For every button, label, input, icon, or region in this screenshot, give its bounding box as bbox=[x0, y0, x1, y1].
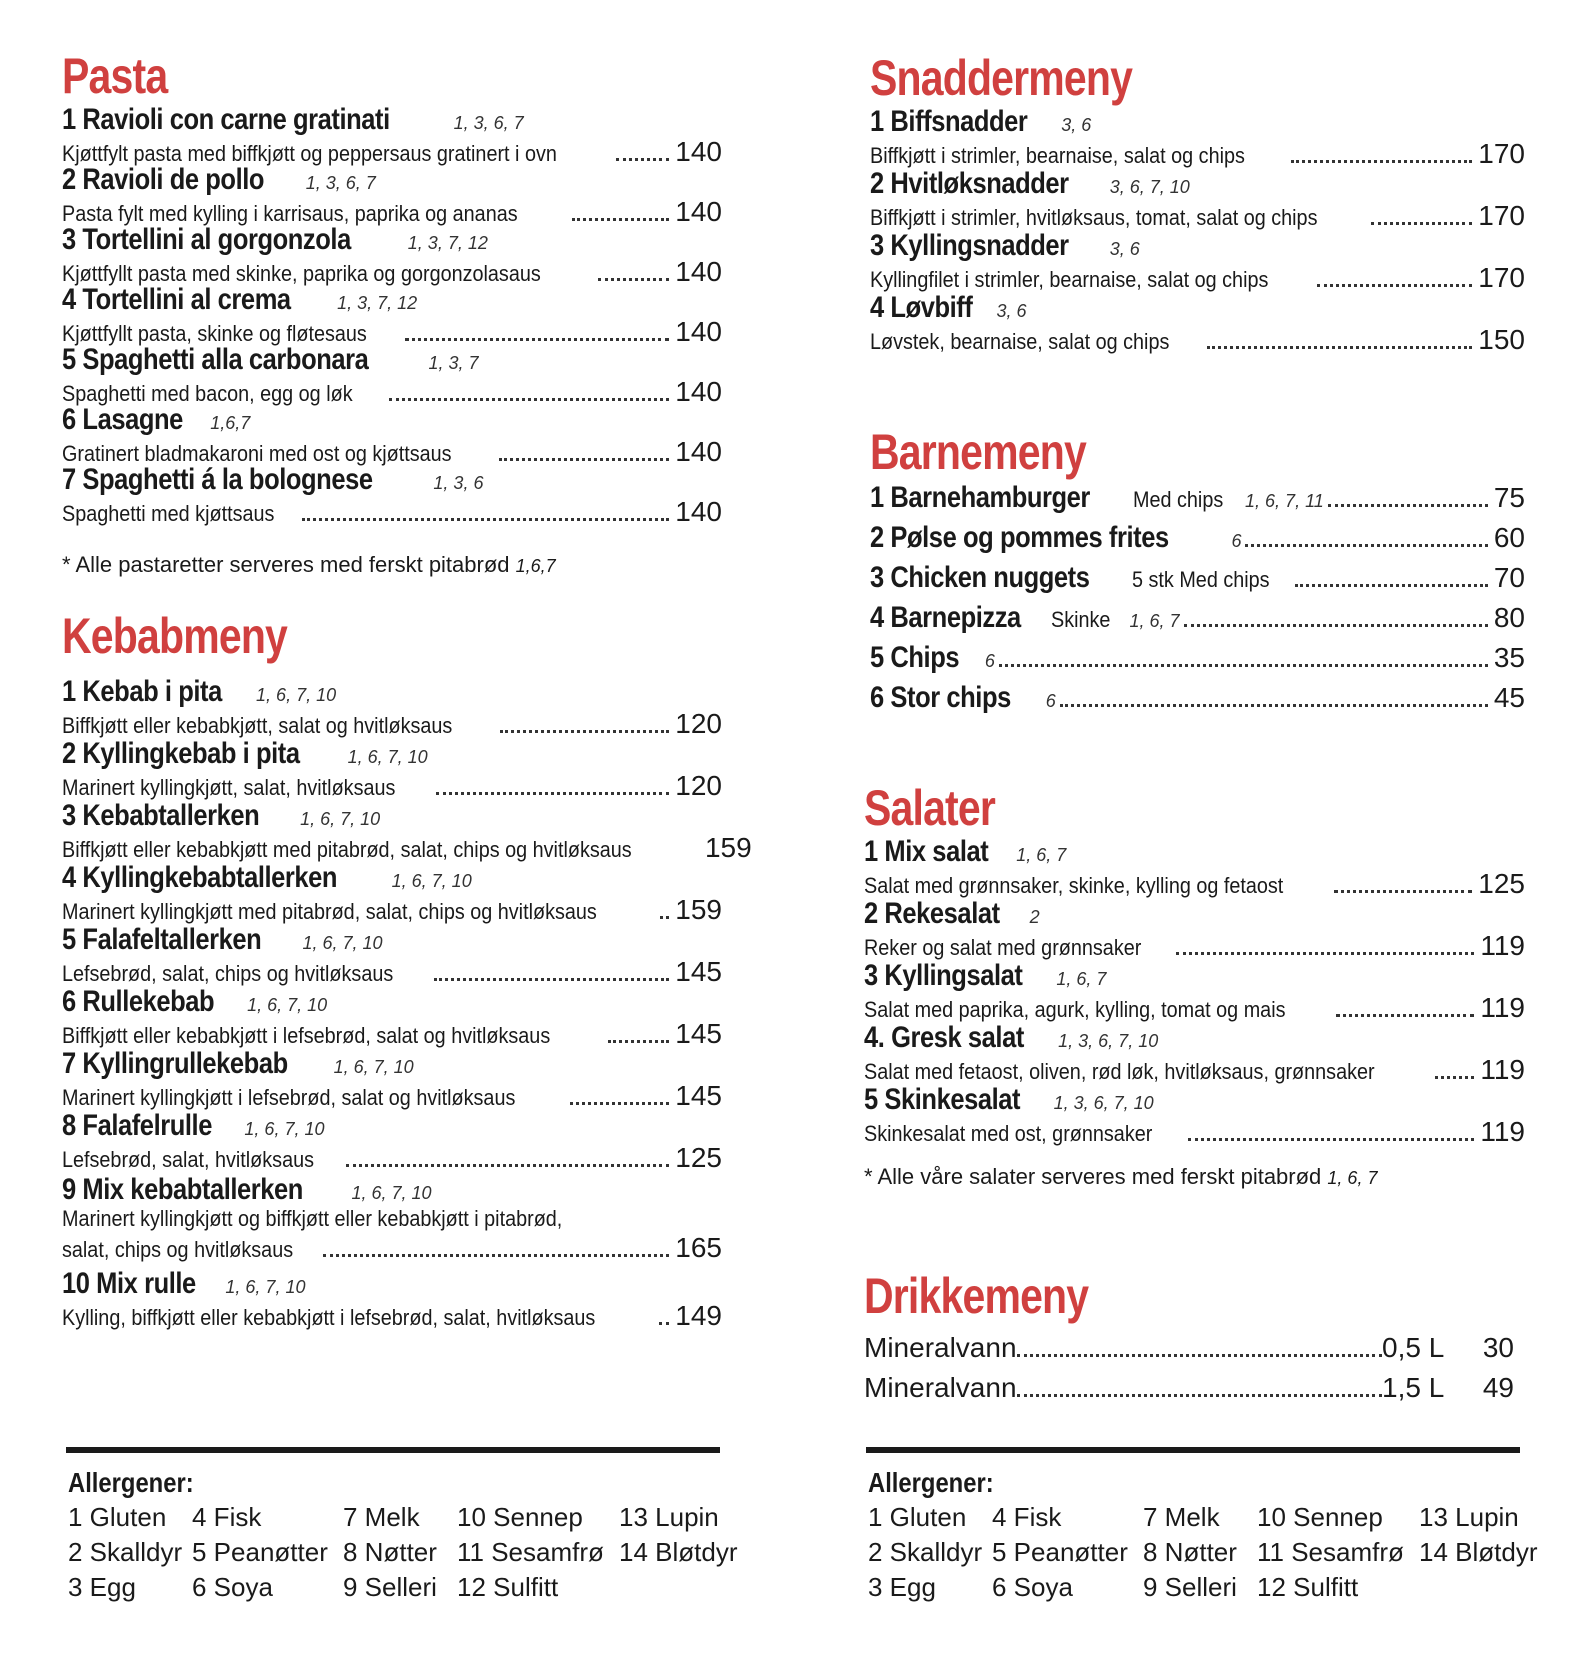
item-name: 4 Tortellini al crema bbox=[62, 283, 291, 316]
item-price: 170 bbox=[1478, 138, 1525, 169]
divider bbox=[66, 1447, 720, 1453]
section-title: Salater bbox=[864, 780, 996, 836]
description-line bbox=[62, 1018, 722, 1050]
menu-item bbox=[870, 522, 1525, 562]
leader-dots bbox=[1334, 890, 1472, 893]
item-name: 7 Spaghetti á la bolognese bbox=[62, 463, 373, 496]
item-head bbox=[870, 168, 1525, 200]
menu-item bbox=[62, 104, 722, 168]
item-head bbox=[864, 1022, 1525, 1054]
item-price: 145 bbox=[675, 1018, 722, 1049]
note-allergens: 1,6,7 bbox=[515, 556, 556, 576]
menu-item bbox=[864, 960, 1525, 1024]
item-allergens: 1, 6, 7, 10 bbox=[247, 995, 328, 1015]
drink-item bbox=[864, 1372, 1514, 1412]
menu-item bbox=[62, 224, 722, 288]
menu-item bbox=[62, 1174, 722, 1262]
leader-dots bbox=[346, 1164, 669, 1167]
item-name: 5 Falafeltallerken bbox=[62, 923, 262, 956]
leader-dots bbox=[500, 730, 670, 733]
leader-dots bbox=[405, 338, 670, 341]
description-line bbox=[864, 930, 1525, 962]
item-price: 170 bbox=[1478, 200, 1525, 231]
item-price: 35 bbox=[1493, 642, 1525, 673]
item-allergens: 1, 6, 7, 11 bbox=[1245, 491, 1324, 511]
description-line bbox=[62, 956, 722, 988]
leader-dots bbox=[1295, 584, 1488, 587]
item-allergens: 6 bbox=[1231, 531, 1242, 551]
description-line bbox=[870, 200, 1525, 232]
item-name: 3 Chicken nuggets bbox=[870, 561, 1090, 594]
menu-item bbox=[864, 836, 1525, 900]
menu-item bbox=[870, 168, 1525, 232]
menu-item bbox=[870, 642, 1525, 682]
item-name: 1 Biffsnadder bbox=[870, 105, 1028, 138]
leader-dots bbox=[1207, 346, 1473, 349]
item-head bbox=[864, 1084, 1525, 1116]
item-allergens: 1, 3, 7 bbox=[428, 353, 479, 373]
menu-item bbox=[62, 1110, 722, 1174]
drink-volume: 1,5 L bbox=[1382, 1372, 1445, 1403]
item-name: 5 Skinkesalat bbox=[864, 1083, 1021, 1116]
item-head bbox=[62, 924, 722, 956]
item-allergens: 1, 6, 7, 10 bbox=[391, 871, 472, 891]
menu-item bbox=[62, 164, 722, 228]
item-allergens: 6 bbox=[1045, 691, 1056, 711]
item-name: 6 Stor chips bbox=[870, 681, 1011, 714]
allergen-item: 11 Sesamfrø bbox=[1257, 1537, 1404, 1567]
item-allergens: 1, 6, 7, 10 bbox=[244, 1119, 325, 1139]
leader-dots bbox=[570, 1102, 670, 1105]
allergen-title: Allergener: bbox=[68, 1467, 194, 1498]
item-head bbox=[62, 800, 722, 832]
menu-item bbox=[870, 230, 1525, 294]
item-allergens: 6 bbox=[984, 651, 995, 671]
item-description: Marinert kyllingkjøtt og biffkjøtt eller kebabkjøtt i pitabrød, bbox=[62, 1206, 563, 1231]
menu-item bbox=[62, 344, 722, 408]
allergen-item: 8 Nøtter bbox=[1143, 1537, 1237, 1567]
menu-item bbox=[62, 862, 722, 926]
item-name: 5 Spaghetti alla carbonara bbox=[62, 343, 369, 376]
leader-dots bbox=[660, 916, 669, 919]
item-description: salat, chips og hvitløksaus bbox=[62, 1237, 294, 1262]
item-head bbox=[864, 960, 1525, 992]
barne-section bbox=[870, 424, 1525, 722]
item-name: 2 Kyllingkebab i pita bbox=[62, 737, 300, 770]
pasta-section bbox=[62, 48, 722, 581]
description-line bbox=[62, 832, 752, 864]
item-price: 45 bbox=[1493, 682, 1525, 713]
item-name: 5 Chips bbox=[870, 641, 960, 674]
menu-item bbox=[864, 898, 1525, 962]
allergen-legend bbox=[68, 1466, 738, 1610]
item-allergens: 1, 6, 7, 10 bbox=[347, 747, 428, 767]
allergen-item: 4 Fisk bbox=[192, 1502, 262, 1532]
drink-name: Mineralvann bbox=[864, 1372, 1017, 1403]
menu-item bbox=[62, 1268, 722, 1332]
allergen-item: 3 Egg bbox=[68, 1572, 136, 1602]
item-head bbox=[62, 862, 722, 894]
item-price: 140 bbox=[675, 436, 722, 467]
section-title: Pasta bbox=[62, 48, 168, 104]
leader-dots bbox=[1017, 1354, 1382, 1357]
item-name: 3 Kyllingsnadder bbox=[870, 229, 1069, 262]
item-description: Kjøttfyllt pasta med skinke, paprika og gorgonzolasaus bbox=[62, 261, 541, 286]
leader-dots bbox=[1435, 1076, 1474, 1079]
menu-item bbox=[870, 106, 1525, 170]
item-price: 145 bbox=[675, 1080, 722, 1111]
item-head bbox=[864, 898, 1525, 930]
drink-item bbox=[864, 1332, 1514, 1372]
item-head bbox=[870, 106, 1525, 138]
item-price: 149 bbox=[675, 1300, 722, 1331]
item-name: 2 Rekesalat bbox=[864, 897, 1000, 930]
item-description: Kyllingfilet i strimler, bearnaise, salat og chips bbox=[870, 267, 1269, 292]
menu-item bbox=[870, 682, 1525, 722]
item-description: Spaghetti med bacon, egg og løk bbox=[62, 381, 353, 406]
leader-dots bbox=[1017, 1394, 1382, 1397]
description-line bbox=[62, 1080, 722, 1112]
divider bbox=[866, 1447, 1520, 1453]
snadder-section bbox=[870, 50, 1525, 356]
item-price: 140 bbox=[675, 496, 722, 527]
item-price: 150 bbox=[1478, 324, 1525, 355]
item-price: 140 bbox=[675, 196, 722, 227]
item-name: 1 Ravioli con carne gratinati bbox=[62, 103, 390, 136]
allergen-item: 8 Nøtter bbox=[343, 1537, 437, 1567]
item-description: Marinert kyllingkjøtt i lefsebrød, salat og hvitløksaus bbox=[62, 1085, 516, 1110]
description-line bbox=[62, 1142, 722, 1174]
item-name: 6 Rullekebab bbox=[62, 985, 215, 1018]
allergen-item: 2 Skalldyr bbox=[868, 1537, 983, 1567]
drink-price: 30 bbox=[1482, 1332, 1514, 1363]
leader-dots bbox=[389, 398, 669, 401]
leader-dots bbox=[436, 792, 669, 795]
item-allergens: 1, 3, 6, 7, 10 bbox=[1058, 1031, 1159, 1051]
item-description: Salat med fetaost, oliven, rød løk, hvitløksaus, grønnsaker bbox=[864, 1059, 1375, 1084]
menu-item bbox=[870, 482, 1525, 522]
item-price: 140 bbox=[675, 256, 722, 287]
allergen-item: 7 Melk bbox=[343, 1502, 420, 1532]
menu-item bbox=[870, 562, 1525, 602]
allergen-item: 10 Sennep bbox=[457, 1502, 583, 1532]
leader-dots bbox=[1060, 704, 1488, 707]
allergen-item: 7 Melk bbox=[1143, 1502, 1220, 1532]
item-description: Løvstek, bearnaise, salat og chips bbox=[870, 329, 1170, 354]
item-extra: 5 stk Med chips bbox=[1132, 567, 1270, 592]
menu-item bbox=[870, 602, 1525, 642]
drink-price: 49 bbox=[1482, 1372, 1514, 1403]
item-price: 125 bbox=[1478, 868, 1525, 899]
item-head bbox=[864, 836, 1525, 868]
item-price: 125 bbox=[675, 1142, 722, 1173]
item-allergens: 1, 3, 6 bbox=[433, 473, 484, 493]
leader-dots bbox=[1328, 504, 1488, 507]
allergen-item: 5 Peanøtter bbox=[192, 1537, 328, 1567]
leader-dots bbox=[302, 518, 669, 521]
allergen-item: 9 Selleri bbox=[1143, 1572, 1237, 1602]
allergen-item: 5 Peanøtter bbox=[992, 1537, 1128, 1567]
item-price: 145 bbox=[675, 956, 722, 987]
item-name: 4 Kyllingkebabtallerken bbox=[62, 861, 338, 894]
item-description: Marinert kyllingkjøtt, salat, hvitløksaus bbox=[62, 775, 396, 800]
menu-item bbox=[62, 676, 722, 740]
item-price: 120 bbox=[675, 708, 722, 739]
leader-dots bbox=[1371, 222, 1472, 225]
salater-note bbox=[864, 1162, 1525, 1193]
description-line bbox=[62, 770, 722, 802]
allergen-item: 14 Bløtdyr bbox=[619, 1537, 738, 1567]
item-name: 1 Kebab i pita bbox=[62, 675, 222, 708]
description-line bbox=[864, 1116, 1525, 1148]
allergen-item: 1 Gluten bbox=[68, 1502, 167, 1532]
item-allergens: 3, 6 bbox=[1109, 239, 1140, 259]
allergen-item: 13 Lupin bbox=[619, 1502, 719, 1532]
salater-section bbox=[864, 780, 1525, 1193]
item-description: Spaghetti med kjøttsaus bbox=[62, 501, 275, 526]
item-description: Lefsebrød, salat, hvitløksaus bbox=[62, 1147, 315, 1172]
item-description: Lefsebrød, salat, chips og hvitløksaus bbox=[62, 961, 394, 986]
menu-item bbox=[870, 292, 1525, 356]
item-allergens: 1, 6, 7 bbox=[1129, 611, 1180, 631]
menu-item bbox=[62, 799, 752, 864]
item-description: Kjøttfyllt pasta, skinke og fløtesaus bbox=[62, 321, 367, 346]
item-price: 75 bbox=[1493, 482, 1525, 513]
menu-item bbox=[62, 738, 722, 802]
item-extra: Med chips bbox=[1132, 487, 1224, 512]
allergen-item: 10 Sennep bbox=[1257, 1502, 1383, 1532]
leader-dots bbox=[1176, 952, 1474, 955]
leader-dots bbox=[434, 978, 669, 981]
menu-item bbox=[62, 924, 722, 988]
item-name: 9 Mix kebabtallerken bbox=[62, 1173, 303, 1206]
item-price: 159 bbox=[675, 894, 722, 925]
item-price: 140 bbox=[675, 316, 722, 347]
drikke-section bbox=[864, 1268, 1514, 1412]
item-price: 119 bbox=[1480, 992, 1525, 1023]
description-line bbox=[870, 138, 1525, 170]
item-allergens: 1,6,7 bbox=[210, 413, 251, 433]
item-name: 1 Barnehamburger bbox=[870, 481, 1090, 514]
description-line bbox=[864, 992, 1525, 1024]
item-head bbox=[62, 1110, 722, 1142]
allergen-item: 14 Bløtdyr bbox=[1419, 1537, 1538, 1567]
item-description: Biffkjøtt i strimler, hvitløksaus, tomat, salat og chips bbox=[870, 205, 1318, 230]
item-price: 119 bbox=[1480, 1116, 1525, 1147]
item-allergens: 1, 6, 7, 10 bbox=[351, 1183, 432, 1203]
description-line bbox=[870, 262, 1525, 294]
note-text: * Alle pastaretter serveres med ferskt pitabrød bbox=[62, 552, 510, 577]
description-line bbox=[62, 708, 722, 740]
item-name: 7 Kyllingrullekebab bbox=[62, 1047, 288, 1080]
leader-dots bbox=[1188, 1138, 1474, 1141]
description-line bbox=[62, 496, 722, 528]
item-name: 3 Kebabtallerken bbox=[62, 799, 260, 832]
item-allergens: 3, 6, 7, 10 bbox=[1109, 177, 1190, 197]
leader-dots bbox=[323, 1254, 670, 1257]
item-allergens: 1, 6, 7 bbox=[1016, 845, 1067, 865]
kebab-section bbox=[62, 608, 752, 1332]
item-price: 60 bbox=[1493, 522, 1525, 553]
leader-dots bbox=[598, 278, 669, 281]
item-name: 4 Løvbiff bbox=[870, 291, 973, 324]
allergen-item: 3 Egg bbox=[868, 1572, 936, 1602]
leader-dots bbox=[608, 1040, 669, 1043]
item-extra: Skinke bbox=[1051, 607, 1111, 632]
note-allergens: 1, 6, 7 bbox=[1327, 1168, 1378, 1188]
item-name: 2 Pølse og pommes frites bbox=[870, 521, 1169, 554]
pasta-note bbox=[62, 550, 722, 581]
item-description: Skinkesalat med ost, grønnsaker bbox=[864, 1121, 1153, 1146]
menu-item bbox=[864, 1022, 1525, 1086]
item-allergens: 1, 6, 7, 10 bbox=[300, 809, 381, 829]
item-description: Biffkjøtt eller kebabkjøtt med pitabrød, salat, chips og hvitløksaus bbox=[62, 837, 632, 862]
item-head bbox=[62, 104, 722, 136]
allergen-item: 13 Lupin bbox=[1419, 1502, 1519, 1532]
allergen-item: 12 Sulfitt bbox=[457, 1572, 559, 1602]
item-name: 4. Gresk salat bbox=[864, 1021, 1024, 1054]
item-price: 140 bbox=[675, 136, 722, 167]
item-description: Pasta fylt med kylling i karrisaus, paprika og ananas bbox=[62, 201, 518, 226]
item-description: Biffkjøtt eller kebabkjøtt i lefsebrød, salat og hvitløksaus bbox=[62, 1023, 551, 1048]
item-price: 80 bbox=[1493, 602, 1525, 633]
menu-item bbox=[62, 986, 722, 1050]
item-head bbox=[62, 738, 722, 770]
drink-name: Mineralvann bbox=[864, 1332, 1017, 1363]
item-name: 1 Mix salat bbox=[864, 835, 989, 868]
allergen-item: 2 Skalldyr bbox=[68, 1537, 183, 1567]
leader-dots bbox=[1336, 1014, 1474, 1017]
item-price: 70 bbox=[1493, 562, 1525, 593]
item-description: Kjøttfylt pasta med biffkjøtt og peppersaus gratinert i ovn bbox=[62, 141, 557, 166]
description-line bbox=[870, 324, 1525, 356]
item-allergens: 1, 3, 6, 7 bbox=[453, 113, 524, 133]
item-price: 165 bbox=[675, 1232, 722, 1263]
item-head bbox=[62, 676, 722, 708]
section-title: Barnemeny bbox=[870, 424, 1086, 480]
item-description: Gratinert bladmakaroni med ost og kjøttsaus bbox=[62, 441, 452, 466]
item-description: Kylling, biffkjøtt eller kebabkjøtt i lefsebrød, salat, hvitløksaus bbox=[62, 1305, 596, 1330]
item-name: 8 Falafelrulle bbox=[62, 1109, 212, 1142]
item-allergens: 1, 3, 7, 12 bbox=[337, 293, 418, 313]
item-name: 2 Hvitløksnadder bbox=[870, 167, 1069, 200]
leader-dots bbox=[1245, 544, 1487, 547]
item-allergens: 2 bbox=[1029, 907, 1040, 927]
allergen-item: 6 Soya bbox=[992, 1572, 1073, 1602]
item-allergens: 1, 6, 7, 10 bbox=[225, 1277, 306, 1297]
item-description: Salat med grønnsaker, skinke, kylling og fetaost bbox=[864, 873, 1284, 898]
menu-item bbox=[62, 464, 722, 528]
item-name: 3 Tortellini al gorgonzola bbox=[62, 223, 351, 256]
item-allergens: 1, 3, 7, 12 bbox=[407, 233, 488, 253]
item-description: Biffkjøtt i strimler, bearnaise, salat og chips bbox=[870, 143, 1245, 168]
allergen-item: 4 Fisk bbox=[992, 1502, 1062, 1532]
section-title: Drikkemeny bbox=[864, 1268, 1089, 1324]
note-text: * Alle våre salater serveres med ferskt pitabrød bbox=[864, 1164, 1322, 1189]
leader-dots bbox=[1317, 284, 1473, 287]
leader-dots bbox=[572, 218, 669, 221]
item-price: 119 bbox=[1480, 930, 1525, 961]
item-name: 10 Mix rulle bbox=[62, 1267, 196, 1300]
allergen-item: 6 Soya bbox=[192, 1572, 273, 1602]
allergen-item: 1 Gluten bbox=[868, 1502, 967, 1532]
allergen-item: 11 Sesamfrø bbox=[457, 1537, 604, 1567]
item-price: 140 bbox=[675, 376, 722, 407]
item-head bbox=[870, 292, 1525, 324]
allergen-item: 12 Sulfitt bbox=[1257, 1572, 1359, 1602]
item-price: 159 bbox=[704, 832, 752, 863]
description-line bbox=[864, 868, 1525, 900]
menu-item bbox=[62, 1048, 722, 1112]
item-description: Reker og salat med grønnsaker bbox=[864, 935, 1142, 960]
leader-dots bbox=[659, 1322, 670, 1325]
item-allergens: 1, 3, 6, 7 bbox=[305, 173, 376, 193]
section-title: Kebabmeny bbox=[62, 608, 288, 664]
item-price: 119 bbox=[1480, 1054, 1525, 1085]
drink-volume: 0,5 L bbox=[1382, 1332, 1445, 1363]
item-description: Biffkjøtt eller kebabkjøtt, salat og hvitløksaus bbox=[62, 713, 453, 738]
leader-dots bbox=[1291, 160, 1473, 163]
item-name: 2 Ravioli de pollo bbox=[62, 163, 265, 196]
menu-item bbox=[62, 404, 722, 468]
section-title: Snaddermeny bbox=[870, 50, 1133, 106]
item-head bbox=[62, 404, 722, 436]
item-name: 3 Kyllingsalat bbox=[864, 959, 1023, 992]
item-allergens: 1, 3, 6, 7, 10 bbox=[1053, 1093, 1154, 1113]
leader-dots bbox=[499, 458, 669, 461]
item-allergens: 3, 6 bbox=[1061, 115, 1092, 135]
description-line bbox=[864, 1054, 1525, 1086]
item-head bbox=[62, 986, 722, 1018]
description-line bbox=[62, 894, 722, 926]
item-price: 120 bbox=[675, 770, 722, 801]
item-name: 6 Lasagne bbox=[62, 403, 183, 436]
item-allergens: 1, 6, 7, 10 bbox=[302, 933, 383, 953]
item-allergens: 1, 6, 7, 10 bbox=[256, 685, 337, 705]
allergen-title: Allergener: bbox=[868, 1467, 994, 1498]
item-allergens: 1, 6, 7 bbox=[1056, 969, 1107, 989]
leader-dots bbox=[1184, 624, 1488, 627]
leader-dots bbox=[999, 664, 1488, 667]
leader-dots bbox=[616, 158, 669, 161]
item-allergens: 1, 6, 7, 10 bbox=[333, 1057, 414, 1077]
allergen-legend bbox=[868, 1466, 1538, 1610]
menu-item bbox=[864, 1084, 1525, 1148]
allergen-item: 9 Selleri bbox=[343, 1572, 437, 1602]
item-head bbox=[62, 1048, 722, 1080]
item-head bbox=[870, 230, 1525, 262]
item-description: Salat med paprika, agurk, kylling, tomat og mais bbox=[864, 997, 1286, 1022]
menu-item bbox=[62, 284, 722, 348]
item-description: Marinert kyllingkjøtt med pitabrød, salat, chips og hvitløksaus bbox=[62, 899, 597, 924]
item-head bbox=[62, 344, 722, 376]
item-price: 170 bbox=[1478, 262, 1525, 293]
item-name: 4 Barnepizza bbox=[870, 601, 1021, 634]
item-allergens: 3, 6 bbox=[996, 301, 1027, 321]
